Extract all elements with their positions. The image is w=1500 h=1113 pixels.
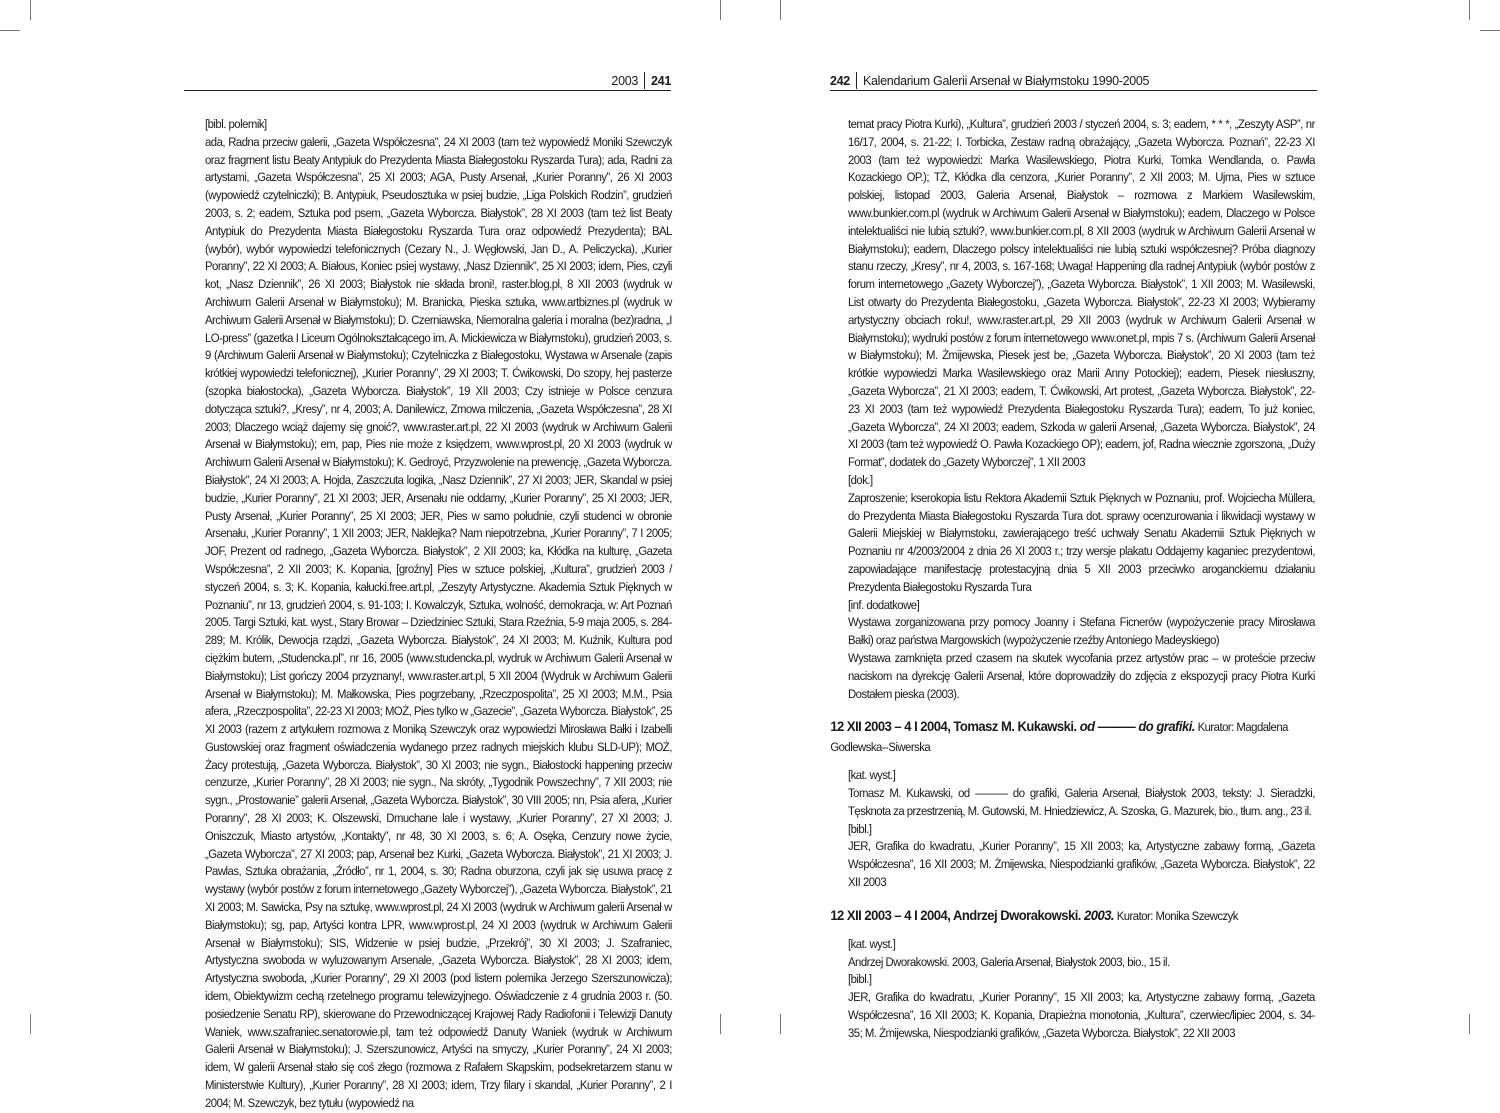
section-tag: [inf. dodatkowe] xyxy=(848,597,920,612)
text-paragraph: JER, Grafika do kwadratu, „Kurier Poranny”, 15 XII 2003; ka, Artystyczne zabawy formą, „Gazeta Współczesna”, 16 XII 2003; M. Żmijewska, Niespodzianki grafików, „Gazeta Wyborcza. Białystok”, 22 XII 2003 xyxy=(848,839,1315,890)
section-tag: [kat. wyst.] xyxy=(848,768,896,783)
entry-curator: Kurator: Magdalena Godlewska--Siwerska xyxy=(830,720,1288,755)
entry-date: 12 XII 2003 – 4 I 2004, xyxy=(830,906,953,923)
page-number: 242 xyxy=(830,74,850,88)
text-paragraph: ada, Radna przeciw galerii, „Gazeta Współczesna”, 24 XI 2003 (tam też wypowiedź Moniki Szewczyk oraz fragment listu Beaty Antypiuk do Prezydenta Miasta Białegostoku Ryszarda Tura); ada, Radni za artystami, „Gazeta Współczesna”, 25 XI 2003; AGA, Pusty Arsenał, „Kurier Poranny”, 26 XI 2003 (wypowiedź czytelniczki); B. Antypiuk, Pseudosztuka w psiej budzie, „Liga Polskich Rodzin”, grudzień 2003, s. 2; eadem, Sztuka pod psem, „Gazeta Wyborcza. Białystok”, 28 XI 2003 (tam też list Beaty Antypiuk do Prezydenta Miasta Białegostoku Ryszarda Tura oraz odpowiedź Prezydenta); BAL (wybór), wybór wypowiedzi telefonicznych (Cezary N., J. Węgłowski, Jan D., A. Peliczycka), „Kurier Poranny”, 22 XI 2003; A. Białous, Koniec psiej wystawy, „Nasz Dziennik”, 25 XI 2003; idem, Pies, czyli kot, „Nasz Dziennik”, 26 XI 2003; Białystok nie składa broni!, raster.blog.pl, 8 XII 2003 (wydruk w Archiwum Galerii Arsenał w Białymstoku); M. Branicka, Pieska sztuka, www.artbiznes.pl (wydruk w Archiwum Galerii Arsenał w Białymstoku); D. Czerniawska, Niemoralna galeria i moralna (bez)radna, „I LO-press” (gazetka I Liceum Ogólnokształcącego im. A. Mickiewicza w Białymstoku), grudzień 2003, s. 9 (Archiwum Galerii Arsenał w Białymstoku); Czytelniczka z Białegostoku, Wystawa w Arsenale (zapis krótkiej wypowiedzi telefonicznej), „Kurier Poranny”, 29 XI 2003; T. Ćwikowski, Do szopy, hej pasterze (szopka białostocka), „Gazeta Wyborcza. Białystok”, 19 XII 2003; Czy istnieje w Polsce cenzura dotycząca sztuki?, „Kresy”, nr 4, 2003; A. Danilewicz, Zmowa milczenia, „Gazeta Współczesna”, 28 XI 2003; Dlaczego wciąż dajemy się gnoić?, www.raster.art.pl, 22 XI 2003 (wydruk w Archiwum Galerii Arsenał w Białymstoku); em, pap, Pies nie może z księdzem, www.wprost.pl, 20 XI 2003 (wydruk w Archiwum Galerii Arsenał w Białymstoku); K. Gedroyć, Przyzwolenie na prewencję, „Gazeta Wyborcza. Białystok”, 24 XI 2003; A. Hojda, Zaszczuta logika, „Nasz Dziennik”, 27 XI 2003; JER, Skandal w psiej budzie, „Kurier Poranny”, 21 XI 2003; JER, Arsenału nie oddamy, „Kurier Poranny”, 25 XI 2003; JER, Pusty Arsenał, „Kurier Poranny”, 25 XI 2003; JER, Pies w samo południe, czyli studenci w obronie Arsenału, „Kurier Poranny”, 1 XII 2003; JER, Naklejka? Nam niepotrzebna, „Kurier Poranny”, 7 I 2005; JOF, Prezent od radnego, „Gazeta Wyborcza. Białystok”, 2 XII 2003; ka, Kłódka na kulturę, „Gazeta Współczesna”, 2 XII 2003; K. Kopania, [groźny] Pies w sztuce polskiej, „Kultura”, grudzień 2003 / styczeń 2004, s. 3; K. Kopania, kałucki.free.art.pl, „Zeszyty Artystyczne. Akademia Sztuk Pięknych w Poznaniu”, nr 13, grudzień 2004, s. 91-103; I. Kowalczyk, Sztuka, wolność, demokracja, w: Art Poznań 2005. Targi Sztuki, kat. wyst., Stary Browar – Dziedziniec Sztuki, Stara Rzeźnia, 5-9 maja 2005, s. 284-289; M. Królik, Dewocja rządzi, „Gazeta Wyborcza. Białystok”, 24 XI 2003; M. Kuźnik, Kultura pod ciężkim butem, „Studencka.pl”, nr 16, 2005 (www.studencka.pl, wydruk w Archiwum Galerii Arsenał w Białymstoku); List gończy 2004 przyznany!, www.raster.art.pl, 5 XII 2004 (Wydruk w Archiwum Galerii Arsenał w Białymstoku); M. Małkowska, Pies pogrzebany, „Rzeczpospolita”, 25 XI 2003; M.M., Psia afera, „Rzeczpospolita”, 22-23 XI 2003; MOŻ, Pies tylko w „Gazecie”, „Gazeta Wyborcza. Białystok”, 25 XI 2003 (razem z artykułem rozmowa z Moniką Szewczyk oraz wypowiedzi Mirosława Bałki i Izabelli Gustowskiej oraz fragment oświadczenia wydanego przez radnych miejskich klubu SLD-UP); MOŻ, Żacy protestują, „Gazeta Wyborcza. Białystok”, 30 XI 2003; nie sygn., Białostocki happening przeciw cenzurze, „Kurier Poranny”, 28 XI 2003; nie sygn., Na skróty, „Tygodnik Powszechny”, 7 XII 2003; nie sygn., „Prostowanie” galerii Arsenał, „Gazeta Wyborcza. Białystok”, 30 VIII 2005; nn, Psia afera, „Kurier Poranny”, 28 XI 2003; K. Olszewski, Dmuchane lale i wystawy, „Kurier Poranny”, 27 XI 2003; J. Oniszczuk, Miasto artystów, „Kontakty”, nr 48, 30 XI 2003, s. 6; A. Osęka, Cenzury nowe życie, „Gazeta Wyborcza”, 27 XI 2003; pap, Arsenał bez Kurki, „Gazeta Wyborcza. Białystok”, 21 XI 2003; J. Pawlas, Sztuka obrażania, „Źródło”, nr 1, 2004, s. 30; Radna oburzona, czyli jak się usuwa pracę z wystawy (wybór postów z forum internetowego „Gazety Wyborczej”), „Gazeta Wyborcza. Białystok”, 21 XI 2003; M. Sawicka, Psy na sztukę, www.wprost.pl, 24 XI 2003 (wydruk w Archiwum galerii Arsenał w Białymstoku); sg, pap, Artyści kontra LPR, www.wprost.pl, 24 XI 2003 (wydruk w Archiwum Galerii Arsenał w Białymstoku); SIS, Widzenie w psiej budzie, „Przekrój”, 30 XI 2003; J. Szafraniec, Artystyczna swoboda w wyluzowanym Arsenale, „Gazeta Wyborcza. Białystok”, 28 XI 2003; idem, Artystyczna swoboda, „Kurier Poranny”, 29 XI 2003 (pod listem polemika Jerzego Szerszunowicza); idem, Obiektywizm cechą rzetelnego programu telewizyjnego. Oświadczenie z 4 grudnia 2003 r. (50. posiedzenie Senatu RP), skierowane do Przewodniczącej Krajowej Rady Radiofonii i Telewizji Danuty Waniek, www.szafraniec.senatorowie.pl, tam też odpowiedź Danuty Waniek (wydruk w Archiwum Galerii Arsenał w Białymstoku); J. Szerszunowicz, Artyści na smyczy, „Kurier Poranny”, 24 XI 2003; idem, W galerii Arsenał stało się coś złego (rozmowa z Rafałem Skąpskim, podsekretarzem stanu w Ministerstwie Kultury), „Kurier Poranny”, 28 XI 2003; idem, Trzy filary i skandal, „Kurier Poranny”, 2 I 2004; M. Szewczyk, bez tytułu (wypowiedź na xyxy=(205,134,672,1110)
spacer xyxy=(848,926,1315,936)
text-paragraph: Wystawa zorganizowana przy pomocy Joanny i Stefana Ficnerów (wypożyczenie pracy Mirosława Bałki) oraz państwa Margowskich (wypożyczenie rzeźby Antoniego Madeyskiego) xyxy=(848,615,1315,648)
page-number: 241 xyxy=(651,74,671,88)
entry-curator: Kurator: Monika Szewczyk xyxy=(1114,908,1238,923)
running-header-right xyxy=(830,72,1317,91)
entry-artist: Andrzej Dworakowski. xyxy=(952,906,1085,923)
text-paragraph: JER, Grafika do kwadratu, „Kurier Poranny”, 15 XII 2003; ka, Artystyczne zabawy formą, „Gazeta Współczesna”, 16 XII 2003; K. Kopania, Drapieżna monotonia, „Kultura”, czerwiec/lipiec 2004, s. 34-35; M. Żmijewska, Niespodzianki grafików, „Gazeta Wyborcza. Białystok”, 22 XII 2003 xyxy=(848,990,1315,1040)
section-tag: [dok.] xyxy=(848,472,873,487)
entry-work-title: 2003. xyxy=(1084,906,1115,923)
section-tag: [bibl.] xyxy=(848,821,872,836)
exhibition-entry-heading xyxy=(830,906,1332,926)
header-year: 2003 xyxy=(611,74,639,88)
section-tag: [bibl. polemik] xyxy=(205,117,267,131)
right-text-column xyxy=(830,116,1315,1043)
left-text-column xyxy=(205,116,672,1113)
right-page xyxy=(750,0,1500,1040)
entry-date: 12 XII 2003 – 4 I 2004, xyxy=(830,718,954,735)
exhibition-entry-heading xyxy=(830,717,1332,757)
text-paragraph: Andrzej Dworakowski. 2003, Galeria Arsenał, Białystok 2003, bio., 15 il. xyxy=(848,954,1170,969)
text-paragraph: temat pracy Piotra Kurki), „Kultura”, grudzień 2003 / styczeń 2004, s. 3; eadem, * * *, „Zeszyty ASP”, nr 16/17, 2004, s. 21-22; I. Torbicka, Zestaw radną obrażający, „Gazeta Wyborcza. Poznań”, 22-23 XI 2003 (tam też wypowiedzi: Marka Wasilewskiego, Piotra Kurki, Tomka Wendlanda, o. Pawła Kozackiego OP.); TŻ, Kłódka dla cenzora, „Kurier Poranny”, 2 XII 2003; M. Ujma, Pies w sztuce polskiej, listopad 2003, Galeria Arsenał, Białystok – rozmowa z Markiem Wasilewskim, www.bunkier.com.pl (wydruk w Archiwum Galerii Arsenał w Białymstoku); eadem, Dlaczego w Polsce intelektualiści nie lubią sztuki?, www.bunkier.com.pl, 8 XII 2003 (wydruk w Archiwum Galerii Arsenał w Białymstoku); eadem, Dlaczego polscy intelektualiści nie lubią sztuki współczesnej? Próba diagnozy stanu rzeczy, „Kresy”, nr 4, 2003, s. 167-168; Uwaga! Happening dla radnej Antypiuk (wybór postów z forum internetowego „Gazety Wyborczej”), „Gazeta Wyborcza. Białystok”, 1 XII 2003; M. Wasilewski, List otwarty do Prezydenta Białegostoku, „Gazeta Wyborcza. Białystok”, 22-23 XI 2003; Wybieramy artystyczny obciach roku!, www.raster.art.pl, 29 XII 2003 (wydruk w Archiwum Galerii Arsenał w Białymstoku); wydruki postów z forum internetowego www.onet.pl, mpis 7 s. (Archiwum Galerii Arsenał w Białymstoku); M. Żmijewska, Piesek jest be, „Gazeta Wyborcza. Białystok”, 20 XI 2003 (tam też krótkie wypowiedzi Marka Wasilewskiego oraz Marii Anny Potockiej); eadem, Piesek niesłuszny, „Gazeta Wyborcza”, 21 XI 2003; eadem, T. Ćwikowski, Art protest, „Gazeta Wyborcza. Białystok”, 22-23 XI 2003 (tam też wypowiedź Prezydenta Białegostoku Ryszarda Tura); eadem, To już koniec, „Gazeta Wyborcza”, 24 XI 2003; eadem, Szkoda w galerii Arsenał, „Gazeta Wyborcza. Białystok”, 24 XI 2003 (tam też wypowiedź O. Pawła Kozackiego OP); eadem, jof, Radna wiecznie zgorszona, „Duży Format”, dodatek do „Gazety Wyborczej”, 1 XII 2003 xyxy=(848,117,1315,470)
section-tag: [bibl.] xyxy=(848,972,872,987)
text-paragraph: Tomasz M. Kukawski, od ——— do grafiki, Galeria Arsenał, Białystok 2003, teksty: J. Sieradzki, Tęsknota za przestrzenią, M. Gutowski, M. Hniedziewicz, A. Szoska, G. Mazurek, bio., tłum. ang., 23 il. xyxy=(848,786,1315,818)
spacer xyxy=(848,757,1315,767)
section-tag: [kat. wyst.] xyxy=(848,936,896,951)
entry-artist: Tomasz M. Kukawski. xyxy=(953,718,1080,735)
header-divider xyxy=(644,72,645,89)
text-paragraph: Zaproszenie; kserokopia listu Rektora Akademii Sztuk Pięknych w Poznaniu, prof. Wojciecha Müllera, do Prezydenta Miasta Białegostoku Ryszarda Tura dot. sprawy ocenzurowania i likwidacji wystawy w Galerii Miejskiej w Białymstoku, zawierającego treść uchwały Senatu Akademii Sztuk Pięknych w Poznaniu nr 4/2003/2004 z dnia 26 XI 2003 r.; trzy wersje plakatu Oddajemy kaganiec prezydentowi, zapowiadające manifestację protestacyjną dnia 5 XII 2003 przeciwko aroganckiemu działaniu Prezydenta Białegostoku Ryszarda Tura xyxy=(848,490,1315,594)
left-page xyxy=(0,0,750,1110)
entry-work-title: od ——— do grafiki. xyxy=(1079,718,1195,735)
text-paragraph: Wystawa zamknięta przed czasem na skutek wycofania przez artystów prac – w proteście przeciw naciskom na dyrekcję Galerii Arsenał, które doprowadziły do zdjęcia z ekspozycji pracy Piotra Kurki Dostałem pieska (2003). xyxy=(848,650,1315,701)
header-divider xyxy=(856,72,857,89)
running-header-left xyxy=(184,72,671,91)
header-title: Kalendarium Galerii Arsenał w Białymstoku 1990-2005 xyxy=(862,74,1150,88)
